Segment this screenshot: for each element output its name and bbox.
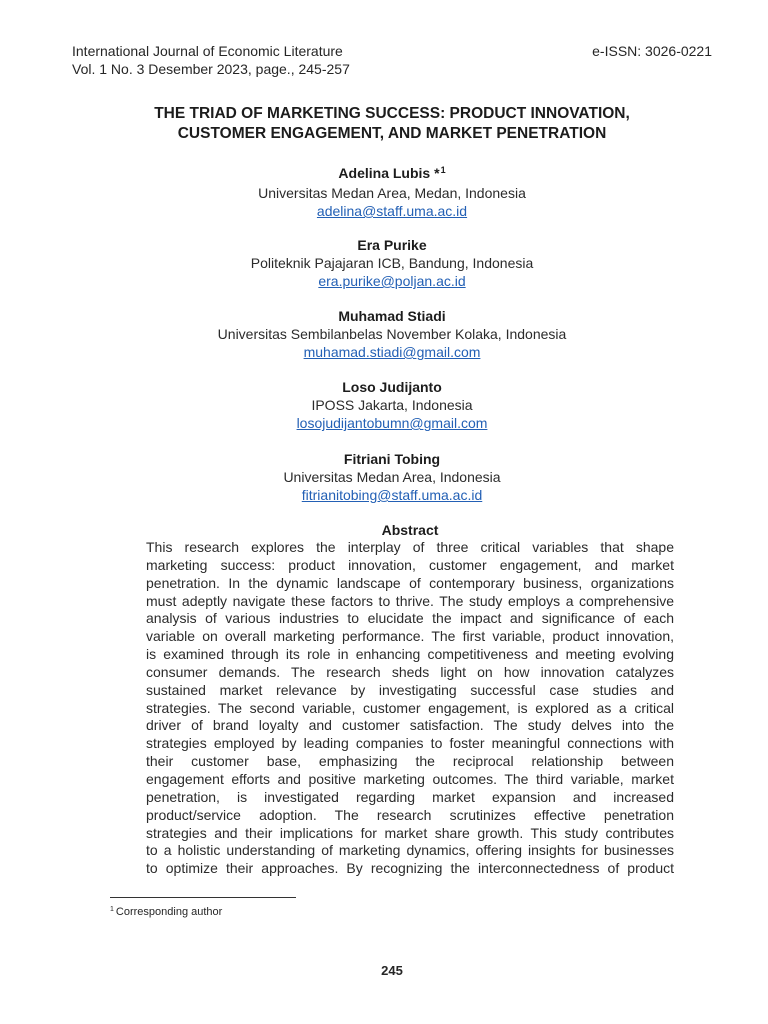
abstract-heading: Abstract	[381, 522, 439, 538]
journal-name: International Journal of Economic Literature	[72, 43, 343, 59]
abstract-line: their customer base, emphasizing the reciprocal relationship between	[146, 753, 674, 770]
footnote	[110, 905, 222, 921]
footnote-text: Corresponding author	[115, 906, 223, 918]
paper-title	[72, 104, 712, 144]
paper-title-line: CUSTOMER ENGAGEMENT, AND MARKET PENETRATION	[177, 125, 607, 142]
author-affiliation: Universitas Medan Area, Indonesia	[283, 469, 501, 485]
abstract-line: sustained market relevance by investigating successful case studies and	[146, 681, 674, 698]
author-affiliation: Universitas Medan Area, Medan, Indonesia	[258, 185, 526, 201]
author-name: Loso Judijanto	[342, 379, 442, 395]
footnote-number: 1	[110, 906, 114, 913]
author-name: Era Purike	[357, 237, 427, 253]
author-block	[72, 450, 712, 504]
author-email-link[interactable]: adelina@staff.uma.ac.id	[316, 203, 468, 219]
abstract-line: to optimize their approaches. By recognizing the interconnectedness of product	[146, 860, 674, 877]
abstract-line: penetration. In the dynamic landscape of contemporary business, organizations	[146, 574, 674, 591]
author-affiliation: IPOSS Jakarta, Indonesia	[311, 397, 473, 413]
author-name: Muhamad Stiadi	[338, 308, 446, 324]
footnote-ref: 1	[440, 165, 446, 175]
abstract-body	[146, 539, 674, 878]
volume-info: Vol. 1 No. 3 Desember 2023, page., 245-257	[72, 61, 350, 77]
abstract-line: to a holistic understanding of marketing dynamics, offering insights for businesses	[146, 842, 674, 859]
author-block	[72, 164, 712, 220]
page-number: 245	[381, 963, 403, 978]
abstract-line: must adeptly navigate these factors to thrive. The study employs a comprehensive	[146, 592, 674, 609]
abstract-line: This research explores the interplay of three critical variables that shape	[146, 539, 674, 555]
abstract-line: analysis of various industries to elucidate the impact and significance of each	[146, 610, 674, 627]
abstract-line: strategies employed by leading companies to foster meaningful connections with	[146, 735, 674, 752]
author-affiliation: Politeknik Pajajaran ICB, Bandung, Indonesia	[250, 255, 534, 271]
corresponding-mark: *	[430, 165, 440, 181]
author-email-link[interactable]: fitrianitobing@staff.uma.ac.id	[301, 487, 483, 503]
abstract-line: marketing success: product innovation, customer engagement, and market	[146, 556, 674, 573]
abstract-line: is examined through its role in enhancing competitiveness and meeting evolving	[146, 646, 674, 663]
abstract-line: driver of brand loyalty and customer satisfaction. The study delves into the	[146, 717, 674, 734]
author-email-link[interactable]: losojudijantobumn@gmail.com	[296, 415, 488, 431]
abstract-line: penetration, is investigated regarding market expansion and increased	[146, 788, 674, 805]
author-name-line	[72, 164, 712, 184]
author-block	[72, 378, 712, 432]
author-email-link[interactable]: era.purike@poljan.ac.id	[318, 273, 466, 289]
abstract-line: engagement efforts and positive marketing outcomes. The third variable, market	[146, 770, 674, 787]
abstract-line: product/service adoption. The research scrutinizes effective penetration	[146, 806, 674, 823]
issn: e-ISSN: 3026-0221	[592, 43, 712, 59]
paper-title-line: THE TRIAD OF MARKETING SUCCESS: PRODUCT INNOVATION,	[154, 105, 630, 122]
author-block	[72, 307, 712, 361]
abstract-line: strategies. The second variable, customer engagement, is explored as a critical	[146, 699, 674, 716]
abstract-line: consumer demands. The research sheds light on how innovation catalyzes	[146, 663, 674, 680]
author-name: Adelina Lubis	[338, 165, 431, 181]
abstract-line: strategies and their implications for market share growth. This study contributes	[146, 824, 674, 841]
author-name: Fitriani Tobing	[343, 451, 441, 467]
abstract-line: variable on overall marketing performance. The first variable, product innovation,	[146, 628, 674, 645]
author-email-link[interactable]: muhamad.stiadi@gmail.com	[303, 344, 481, 360]
footnote-divider	[110, 897, 296, 898]
author-affiliation: Universitas Sembilanbelas November Kolaka, Indonesia	[217, 326, 567, 342]
author-block	[72, 236, 712, 290]
